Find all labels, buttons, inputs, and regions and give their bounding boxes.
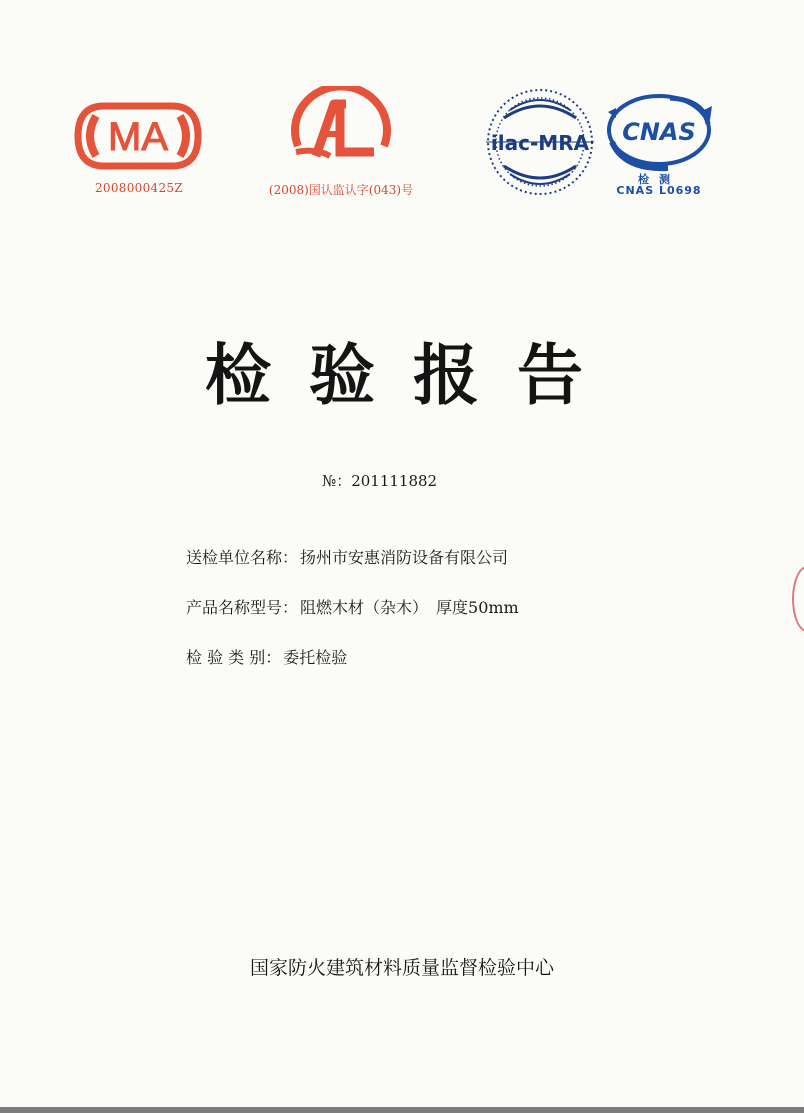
seal-edge-mark — [792, 566, 804, 632]
cnas-logo-icon — [604, 90, 714, 174]
inspection-type-value: 委托检验 — [283, 648, 348, 667]
cal-certificate-code: (2008)国认监认字(043)号 — [268, 183, 414, 197]
client-value: 扬州市安惠消防设备有限公司 — [300, 548, 509, 567]
issuing-organization: 国家防火建筑材料质量监督检验中心 — [249, 957, 554, 979]
report-title: 检验报告 — [205, 337, 621, 414]
ilac-mra-logo-icon — [482, 84, 598, 200]
product-value: 阻燃木材（杂木） 厚度50mm — [300, 598, 519, 617]
product-label: 产品名称型号： — [186, 598, 299, 617]
inspection-type-field — [186, 645, 347, 668]
cma-logo-icon — [74, 100, 202, 172]
scan-bottom-edge — [0, 1107, 804, 1113]
cal-logo-icon — [286, 86, 396, 174]
report-number-label: №： — [322, 472, 352, 490]
client-label: 送检单位名称： — [186, 548, 299, 567]
report-number-value: 201111882 — [351, 472, 438, 490]
report-number — [322, 470, 437, 491]
client-field — [186, 545, 508, 568]
ilac-logo-text: ilac-MRA — [490, 131, 590, 155]
cnas-testing-label: 检测 — [638, 173, 680, 186]
cma-logo-text: MA — [108, 115, 168, 159]
cnas-logo-text: CNAS — [622, 118, 696, 146]
cnas-accreditation-code: CNAS L0698 — [616, 184, 702, 197]
cma-certificate-code: 2008000425Z — [95, 181, 183, 195]
inspection-type-label: 检 验 类 别： — [186, 648, 282, 667]
product-field — [186, 595, 519, 618]
